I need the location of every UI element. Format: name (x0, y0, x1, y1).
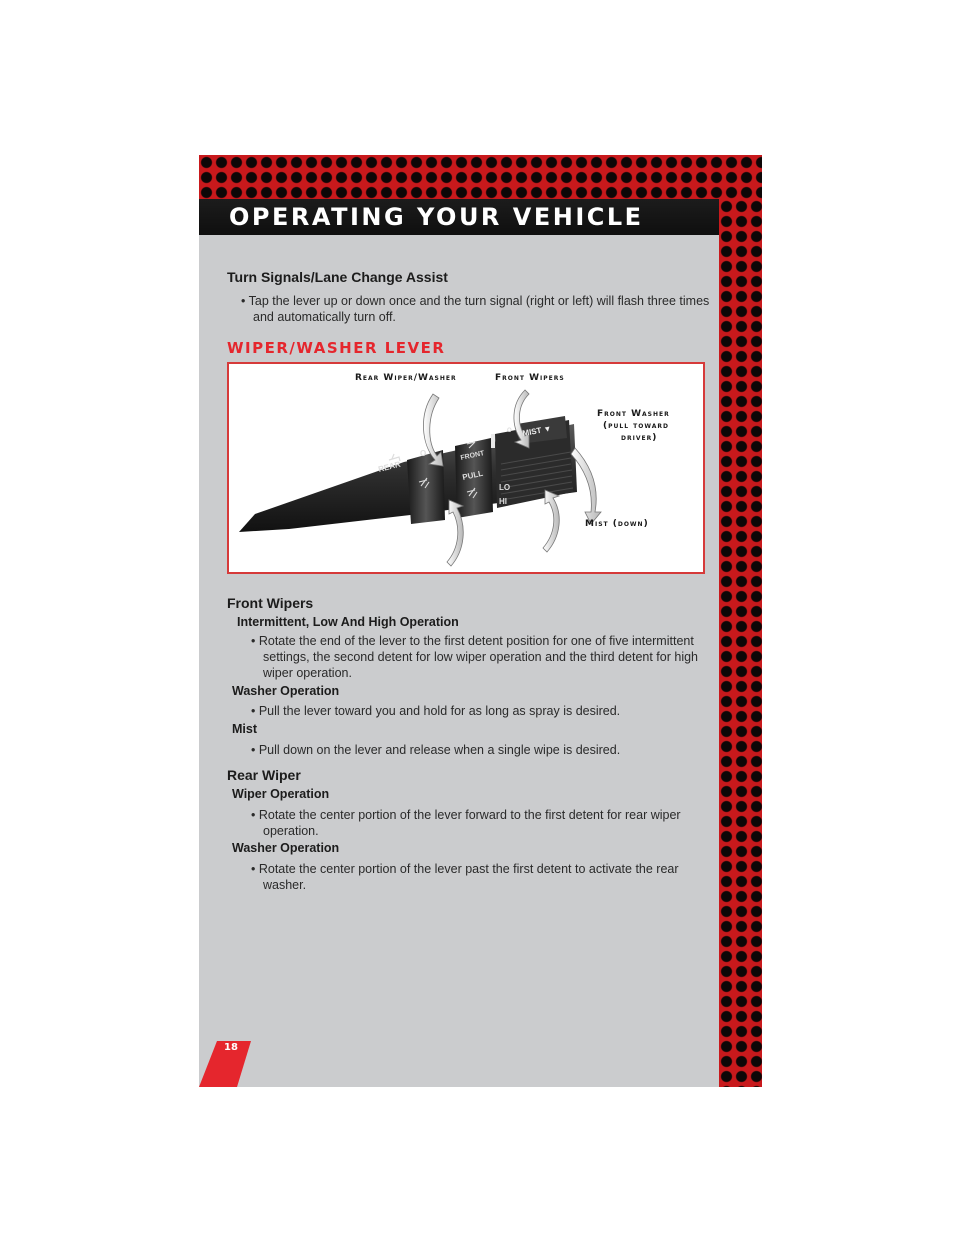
page-header-title: OPERATING YOUR VEHICLE (229, 203, 644, 231)
callout-front-washer-line1: Front Washer (597, 409, 670, 419)
wiper-lever-figure (227, 362, 705, 574)
rear-wiper-heading: Rear Wiper (227, 767, 301, 783)
callout-mist-down: Mist (down) (585, 519, 649, 529)
page-number: 18 (224, 1042, 238, 1053)
intermittent-bullet: • Rotate the end of the lever to the first detent position for one of five intermittent settings, the second detent for low wiper operation and the third detent for high wiper operation. (251, 634, 698, 680)
lever-label-hi: HI (499, 497, 507, 506)
lever-label-off-rear: O (420, 449, 427, 458)
lever-label-pull: PULL (461, 468, 484, 482)
lever-label-mist: MIST ▼ (521, 424, 553, 438)
mist-heading: Mist (232, 722, 257, 736)
callout-front-wipers: Front Wipers (495, 373, 565, 383)
indicator-mark (491, 434, 495, 448)
mist-bullet: • Pull down on the lever and release when a single wipe is desired. (251, 743, 621, 757)
turn-signals-heading: Turn Signals/Lane Change Assist (227, 269, 448, 285)
rear-washer-heading: Washer Operation (232, 841, 340, 855)
lever-label-lo: LO (499, 483, 511, 492)
turn-signals-bullet: • Tap the lever up or down once and the turn signal (right or left) will flash three times and automatically turn off. (241, 294, 710, 324)
wiper-lever-illustration (229, 364, 703, 572)
callout-front-washer-line3: driver) (621, 433, 658, 443)
lever-label-front: FRONT (459, 450, 485, 462)
front-wipers-heading: Front Wipers (227, 595, 314, 611)
rear-wiper-operation-heading: Wiper Operation (232, 787, 330, 801)
callout-front-washer-line2: (pull toward (603, 421, 669, 431)
front-washer-bullet: • Pull the lever toward you and hold for as long as spray is desired. (251, 704, 621, 718)
page-content (199, 155, 719, 1087)
intermittent-heading: Intermittent, Low And High Operation (237, 615, 459, 629)
lever-label-rear: REAR (377, 459, 402, 474)
wiper-section-title: WIPER/WASHER LEVER (227, 339, 446, 357)
manual-page (199, 155, 762, 1087)
lever-label-off-front: O (507, 428, 512, 434)
front-rotate-arrow-bottom (543, 490, 559, 552)
rear-washer-bullet: • Rotate the center portion of the lever past the first detent to activate the rear washer. (251, 862, 679, 892)
perforated-side-band (719, 199, 762, 1087)
front-washer-heading: Washer Operation (232, 684, 340, 698)
callout-rear-wiper-washer: Rear Wiper/Washer (355, 373, 457, 383)
rear-wiper-operation-bullet: • Rotate the center portion of the lever forward to the first detent for rear wiper operation. (251, 808, 681, 838)
